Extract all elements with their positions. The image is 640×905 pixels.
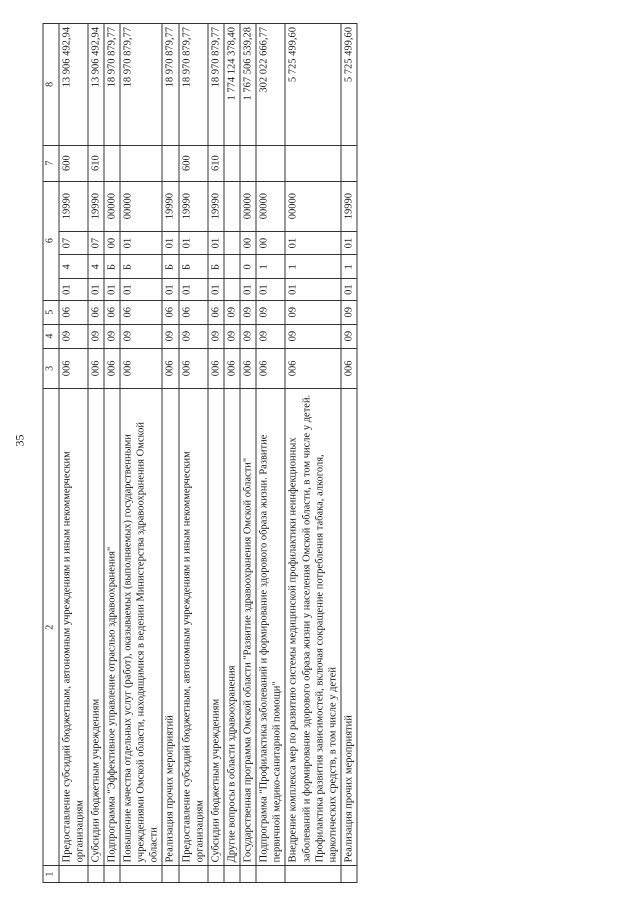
code-cell: 19990 — [341, 181, 357, 231]
code-cell: 01 — [256, 278, 285, 299]
row-index-cell — [162, 865, 178, 882]
code-cell: 006 — [224, 348, 240, 389]
row-name-cell: Другие вопросы в области здравоохранения — [224, 388, 240, 865]
code-cell: 00000 — [285, 181, 341, 231]
code-cell: 09 — [341, 324, 357, 348]
code-cell: 19990 — [162, 181, 178, 231]
row-index-cell — [120, 865, 162, 882]
code-cell: 01 — [59, 278, 88, 299]
table-row — [341, 23, 357, 882]
code-cell — [224, 254, 240, 278]
code-cell: 610 — [88, 145, 104, 181]
row-name-cell: Подпрограмма "Эффективное управление отраслью здравоохранения" — [104, 388, 120, 865]
code-cell: 01 — [285, 278, 341, 299]
code-cell: 07 — [59, 231, 88, 255]
code-cell: 00 — [240, 231, 256, 255]
code-cell: 09 — [285, 300, 341, 324]
code-cell: 09 — [88, 324, 104, 348]
row-name-cell: Субсидии бюджетным учреждениям — [208, 388, 224, 865]
code-cell — [341, 145, 357, 181]
row-index-cell — [256, 865, 285, 882]
code-cell: 1 — [256, 254, 285, 278]
code-cell: 19990 — [59, 181, 88, 231]
code-cell: 006 — [179, 348, 208, 389]
code-cell: 00000 — [104, 181, 120, 231]
amount-cell: 18 970 879,77 — [208, 23, 224, 145]
code-cell: 006 — [256, 348, 285, 389]
code-cell: 00000 — [240, 181, 256, 231]
code-cell: 09 — [224, 324, 240, 348]
row-index-cell — [240, 865, 256, 882]
row-index-cell — [208, 865, 224, 882]
table-row — [120, 23, 162, 882]
code-cell: 09 — [179, 324, 208, 348]
header-cell: 6 — [43, 181, 59, 300]
code-cell: 01 — [162, 231, 178, 255]
code-cell: 01 — [240, 278, 256, 299]
header-cell: 4 — [43, 324, 59, 348]
code-cell: 06 — [208, 300, 224, 324]
table-row — [256, 23, 285, 882]
code-cell: 006 — [88, 348, 104, 389]
code-cell: 01 — [341, 231, 357, 255]
table-row — [208, 23, 224, 882]
code-cell: 01 — [120, 231, 162, 255]
code-cell — [256, 145, 285, 181]
row-index-cell — [224, 865, 240, 882]
code-cell: 19990 — [179, 181, 208, 231]
code-cell: 006 — [341, 348, 357, 389]
code-cell: Б — [162, 254, 178, 278]
code-cell: 09 — [341, 300, 357, 324]
code-cell: 06 — [120, 300, 162, 324]
table-row — [224, 23, 240, 882]
code-cell — [224, 278, 240, 299]
table-row — [88, 23, 104, 882]
code-cell: 06 — [179, 300, 208, 324]
code-cell: 09 — [162, 324, 178, 348]
amount-cell: 1 767 506 539,28 — [240, 23, 256, 145]
code-cell: 1 — [285, 254, 341, 278]
row-name-cell: Государственная программа Омской области "Развитие здравоохранения Омской области" — [240, 388, 256, 865]
code-cell: 006 — [59, 348, 88, 389]
code-cell — [224, 231, 240, 255]
code-cell: 00 — [104, 231, 120, 255]
code-cell: 01 — [208, 278, 224, 299]
code-cell: 600 — [59, 145, 88, 181]
code-cell: 006 — [285, 348, 341, 389]
code-cell: 19990 — [88, 181, 104, 231]
code-cell: 01 — [88, 278, 104, 299]
amount-cell: 1 774 124 378,40 — [224, 23, 240, 145]
code-cell — [285, 145, 341, 181]
code-cell: 06 — [88, 300, 104, 324]
code-cell: 09 — [240, 300, 256, 324]
amount-cell: 5 725 499,60 — [285, 23, 341, 145]
code-cell: 07 — [88, 231, 104, 255]
code-cell: 006 — [208, 348, 224, 389]
code-cell: 006 — [120, 348, 162, 389]
code-cell — [224, 181, 240, 231]
row-name-cell: Реализация прочих мероприятий — [162, 388, 178, 865]
page-number: 35 — [12, 434, 27, 447]
header-cell: 5 — [43, 300, 59, 324]
code-cell: 4 — [59, 254, 88, 278]
code-cell: 09 — [256, 300, 285, 324]
row-name-cell: Внедрение комплекса мер по развитию системы медицинской профилактики неинфекционных заболеваний и формирование здорового образа жизни у населения Омской области, в том числе у детей. Профилактика развития зависимостей, включая сокращение потребления табака, алкоголя, наркотических средств, в том числе у детей — [285, 388, 341, 865]
amount-cell: 18 970 879,77 — [120, 23, 162, 145]
code-cell — [120, 145, 162, 181]
code-cell: 00 — [256, 231, 285, 255]
row-index-cell — [88, 865, 104, 882]
code-cell: 09 — [240, 324, 256, 348]
code-cell: 006 — [104, 348, 120, 389]
code-cell: Б — [104, 254, 120, 278]
header-cell: 8 — [43, 23, 59, 145]
row-name-cell: Предоставление субсидий бюджетным, автономным учреждениям и иным некоммерческим организациям — [179, 388, 208, 865]
code-cell: 0 — [240, 254, 256, 278]
code-cell: 01 — [120, 278, 162, 299]
table-row — [59, 23, 88, 882]
code-cell: 01 — [208, 231, 224, 255]
amount-cell: 18 970 879,77 — [162, 23, 178, 145]
code-cell: 4 — [88, 254, 104, 278]
amount-cell: 18 970 879,77 — [104, 23, 120, 145]
table-row — [240, 23, 256, 882]
table-row — [179, 23, 208, 882]
table-row — [285, 23, 341, 882]
row-index-cell — [285, 865, 341, 882]
row-index-cell — [179, 865, 208, 882]
code-cell: 01 — [341, 278, 357, 299]
code-cell: 06 — [162, 300, 178, 324]
code-cell: 01 — [162, 278, 178, 299]
row-name-cell: Подпрограмма "Профилактика заболеваний и формирование здорового образа жизни. Развитие первичной медико-санитарной помощи" — [256, 388, 285, 865]
budget-table — [43, 23, 358, 883]
row-name-cell: Субсидии бюджетным учреждениям — [88, 388, 104, 865]
code-cell: 00000 — [256, 181, 285, 231]
code-cell: 01 — [285, 231, 341, 255]
header-cell: 1 — [43, 865, 59, 882]
code-cell: 09 — [59, 324, 88, 348]
code-cell: 06 — [104, 300, 120, 324]
amount-cell: 5 725 499,60 — [341, 23, 357, 145]
amount-cell: 13 906 492,94 — [59, 23, 88, 145]
header-cell: 7 — [43, 145, 59, 181]
row-name-cell: Повышение качества отдельных услуг (работ), оказываемых (выполняемых) государственными учреждениями Омской области, находящимися в ведении Министерства здравоохранения Омской области — [120, 388, 162, 865]
code-cell: 006 — [162, 348, 178, 389]
row-index-cell — [341, 865, 357, 882]
code-cell: 09 — [285, 324, 341, 348]
code-cell: Б — [208, 254, 224, 278]
code-cell: 01 — [104, 278, 120, 299]
code-cell: Б — [179, 254, 208, 278]
code-cell: 09 — [120, 324, 162, 348]
code-cell: 1 — [341, 254, 357, 278]
header-row — [43, 23, 59, 882]
table-row — [162, 23, 178, 882]
amount-cell: 18 970 879,77 — [179, 23, 208, 145]
code-cell: 09 — [104, 324, 120, 348]
header-cell: 2 — [43, 388, 59, 865]
code-cell: 600 — [179, 145, 208, 181]
code-cell: 09 — [224, 300, 240, 324]
code-cell: Б — [120, 254, 162, 278]
header-cell: 3 — [43, 348, 59, 389]
code-cell: 09 — [208, 324, 224, 348]
row-name-cell: Предоставление субсидий бюджетным, автономным учреждениям и иным некоммерческим организациям — [59, 388, 88, 865]
code-cell: 01 — [179, 278, 208, 299]
row-name-cell: Реализация прочих мероприятий — [341, 388, 357, 865]
code-cell — [162, 145, 178, 181]
row-index-cell — [59, 865, 88, 882]
amount-cell: 302 022 666,77 — [256, 23, 285, 145]
document-sheet — [43, 23, 598, 883]
code-cell: 006 — [240, 348, 256, 389]
code-cell: 09 — [256, 324, 285, 348]
code-cell — [240, 145, 256, 181]
code-cell — [224, 145, 240, 181]
code-cell: 19990 — [208, 181, 224, 231]
amount-cell: 13 906 492,94 — [88, 23, 104, 145]
code-cell — [104, 145, 120, 181]
code-cell: 01 — [179, 231, 208, 255]
code-cell: 00000 — [120, 181, 162, 231]
table-row — [104, 23, 120, 882]
code-cell: 610 — [208, 145, 224, 181]
code-cell: 06 — [59, 300, 88, 324]
row-index-cell — [104, 865, 120, 882]
